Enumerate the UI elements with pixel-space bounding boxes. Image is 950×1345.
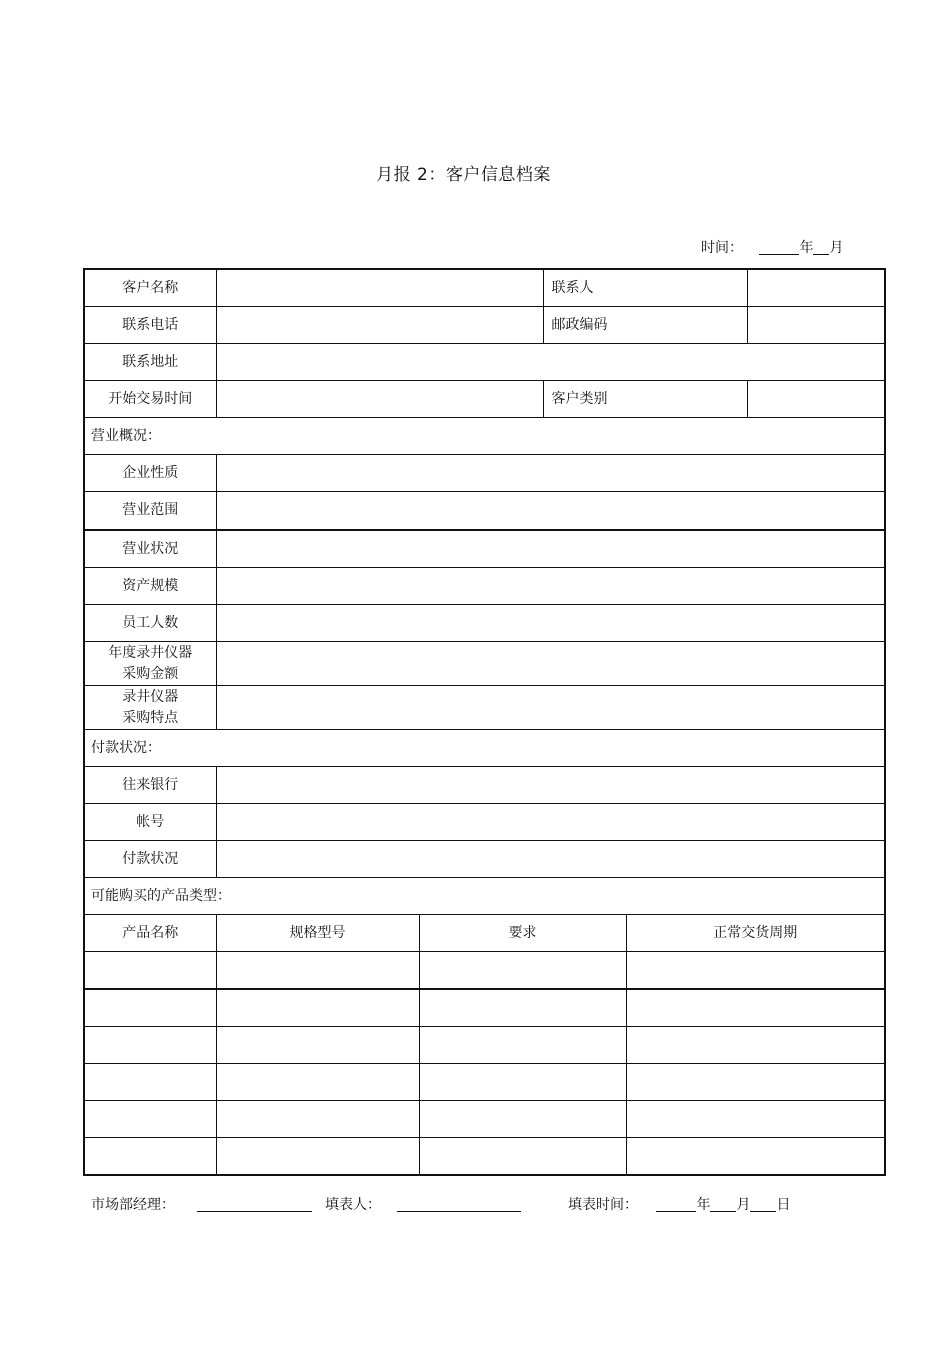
- assets-label: 资产规模: [84, 568, 216, 605]
- employees-label: 员工人数: [84, 605, 216, 642]
- purchase-features-label: [84, 686, 216, 730]
- page-title: 月报 2：客户信息档案: [376, 165, 551, 185]
- spec-model-cell[interactable]: [216, 1101, 419, 1138]
- requirements-cell[interactable]: [419, 1064, 626, 1101]
- assets-field[interactable]: [216, 568, 885, 605]
- bank-field[interactable]: [216, 767, 885, 804]
- fill-date: [568, 1194, 790, 1214]
- manager-label: 市场部经理：: [91, 1197, 175, 1213]
- contact-person-field[interactable]: [747, 269, 885, 307]
- table-row: [84, 989, 885, 1027]
- requirements-cell[interactable]: [419, 1027, 626, 1064]
- annual-purchase-label-line2: 采购金额: [122, 665, 179, 682]
- customer-type-label: 客户类别: [543, 381, 747, 418]
- status-label: 营业状况: [84, 530, 216, 568]
- start-date-field[interactable]: [216, 381, 543, 418]
- annual-purchase-label-line1: 年度录井仪器: [108, 644, 193, 661]
- filler-label: 填表人：: [325, 1197, 381, 1213]
- product-name-cell[interactable]: [84, 1027, 216, 1064]
- employees-field[interactable]: [216, 605, 885, 642]
- customer-name-label: 客户名称: [84, 269, 216, 307]
- scope-field[interactable]: [216, 492, 885, 531]
- product-name-cell[interactable]: [84, 1138, 216, 1176]
- contact-person-label: 联系人: [543, 269, 747, 307]
- spec-model-cell[interactable]: [216, 1027, 419, 1064]
- fill-day-blank[interactable]: [750, 1197, 776, 1212]
- spec-model-cell[interactable]: [216, 952, 419, 990]
- nature-field[interactable]: [216, 455, 885, 492]
- month-blank[interactable]: [813, 240, 829, 255]
- scope-label: 营业范围: [84, 492, 216, 531]
- customer-info-form: [83, 268, 886, 1176]
- fill-month-blank[interactable]: [710, 1197, 736, 1212]
- postcode-field[interactable]: [747, 307, 885, 344]
- spec-model-cell[interactable]: [216, 989, 419, 1027]
- filler-blank[interactable]: [397, 1197, 521, 1212]
- delivery-cycle-cell[interactable]: [626, 952, 885, 990]
- customer-name-field[interactable]: [216, 269, 543, 307]
- column-header-delivery-cycle: 正常交货周期: [626, 915, 885, 952]
- filler-signature: [325, 1194, 521, 1214]
- nature-label: 企业性质: [84, 455, 216, 492]
- payment-status-label: 付款状况: [84, 841, 216, 878]
- purchase-features-label-line2: 采购特点: [122, 709, 179, 726]
- products-section-label: 可能购买的产品类型：: [84, 878, 885, 915]
- status-field[interactable]: [216, 530, 885, 568]
- start-date-label: 开始交易时间: [84, 381, 216, 418]
- table-row: [84, 1138, 885, 1176]
- bank-label: 往来银行: [84, 767, 216, 804]
- account-label: 帐号: [84, 804, 216, 841]
- manager-blank[interactable]: [197, 1197, 312, 1212]
- report-period: [701, 237, 843, 257]
- year-blank[interactable]: [759, 240, 799, 255]
- address-label: 联系地址: [84, 344, 216, 381]
- month-label: 月: [829, 240, 844, 256]
- fill-date-label: 填表时间：: [568, 1197, 638, 1213]
- spec-model-cell[interactable]: [216, 1138, 419, 1176]
- product-name-cell[interactable]: [84, 989, 216, 1027]
- fill-year-label: 年: [696, 1197, 711, 1213]
- product-name-cell[interactable]: [84, 952, 216, 990]
- delivery-cycle-cell[interactable]: [626, 1101, 885, 1138]
- table-row: [84, 1064, 885, 1101]
- fill-month-label: 月: [736, 1197, 751, 1213]
- delivery-cycle-cell[interactable]: [626, 1138, 885, 1176]
- phone-field[interactable]: [216, 307, 543, 344]
- manager-signature: [91, 1194, 312, 1214]
- delivery-cycle-cell[interactable]: [626, 1064, 885, 1101]
- customer-type-field[interactable]: [747, 381, 885, 418]
- product-name-cell[interactable]: [84, 1064, 216, 1101]
- requirements-cell[interactable]: [419, 1101, 626, 1138]
- address-field[interactable]: [216, 344, 885, 381]
- payment-section-label: 付款状况：: [84, 730, 885, 767]
- annual-purchase-field[interactable]: [216, 642, 885, 686]
- purchase-features-label-line1: 录井仪器: [122, 688, 179, 705]
- purchase-features-field[interactable]: [216, 686, 885, 730]
- annual-purchase-label: [84, 642, 216, 686]
- table-row: [84, 952, 885, 990]
- fill-year-blank[interactable]: [656, 1197, 696, 1212]
- product-name-cell[interactable]: [84, 1101, 216, 1138]
- phone-label: 联系电话: [84, 307, 216, 344]
- spec-model-cell[interactable]: [216, 1064, 419, 1101]
- column-header-requirements: 要求: [419, 915, 626, 952]
- delivery-cycle-cell[interactable]: [626, 1027, 885, 1064]
- account-field[interactable]: [216, 804, 885, 841]
- time-label: 时间：: [701, 240, 743, 256]
- table-row: [84, 1101, 885, 1138]
- postcode-label: 邮政编码: [543, 307, 747, 344]
- payment-status-field[interactable]: [216, 841, 885, 878]
- business-section-label: 营业概况：: [84, 418, 885, 455]
- table-row: [84, 1027, 885, 1064]
- year-label: 年: [799, 240, 814, 256]
- requirements-cell[interactable]: [419, 1138, 626, 1176]
- delivery-cycle-cell[interactable]: [626, 989, 885, 1027]
- column-header-product-name: 产品名称: [84, 915, 216, 952]
- requirements-cell[interactable]: [419, 989, 626, 1027]
- column-header-spec-model: 规格型号: [216, 915, 419, 952]
- requirements-cell[interactable]: [419, 952, 626, 990]
- fill-day-label: 日: [776, 1197, 791, 1213]
